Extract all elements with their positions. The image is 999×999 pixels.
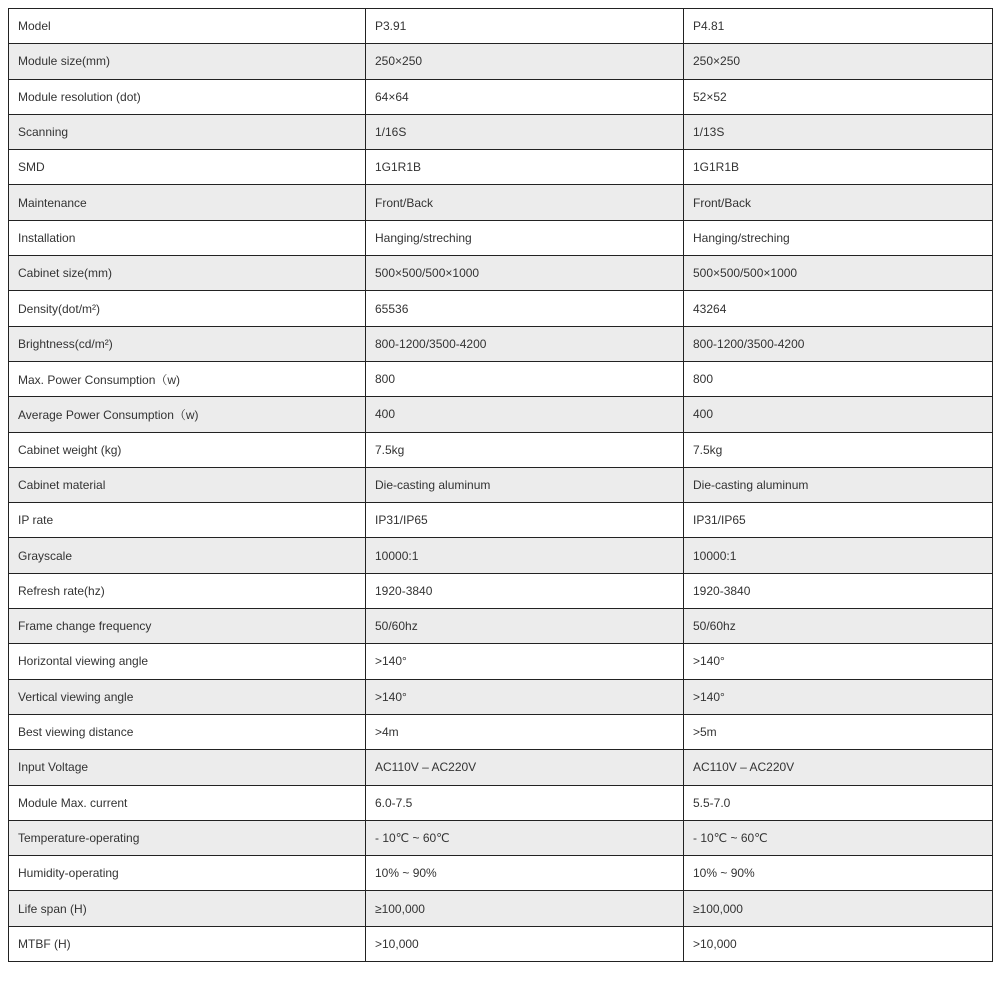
table-row	[9, 573, 993, 608]
table-row	[9, 609, 993, 644]
p481-value-cell: 5.5-7.0	[684, 785, 993, 820]
p391-value-cell: P3.91	[366, 9, 684, 44]
table-row	[9, 926, 993, 961]
table-row	[9, 644, 993, 679]
p391-value-cell: Die-casting aluminum	[366, 467, 684, 502]
p481-value-cell: 10% ~ 90%	[684, 856, 993, 891]
p391-value-cell: AC110V – AC220V	[366, 750, 684, 785]
spec-table-body	[9, 9, 993, 962]
p391-value-cell: >4m	[366, 714, 684, 749]
table-row	[9, 432, 993, 467]
table-row	[9, 467, 993, 502]
table-row	[9, 326, 993, 361]
p481-value-cell: 10000:1	[684, 538, 993, 573]
p481-value-cell: >140°	[684, 679, 993, 714]
table-row	[9, 150, 993, 185]
spec-label-cell: Brightness(cd/m²)	[9, 326, 366, 361]
p391-value-cell: 7.5kg	[366, 432, 684, 467]
p481-value-cell: AC110V – AC220V	[684, 750, 993, 785]
table-row	[9, 291, 993, 326]
spec-label-cell: SMD	[9, 150, 366, 185]
p481-value-cell: 7.5kg	[684, 432, 993, 467]
p481-value-cell: 800	[684, 361, 993, 396]
spec-label-cell: Module size(mm)	[9, 44, 366, 79]
table-row	[9, 220, 993, 255]
p391-value-cell: 10000:1	[366, 538, 684, 573]
spec-label-cell: Life span (H)	[9, 891, 366, 926]
p391-value-cell: 1920-3840	[366, 573, 684, 608]
p391-value-cell: Hanging/streching	[366, 220, 684, 255]
table-row	[9, 750, 993, 785]
p391-value-cell: 10% ~ 90%	[366, 856, 684, 891]
table-row	[9, 538, 993, 573]
p391-value-cell: 400	[366, 397, 684, 432]
p391-value-cell: 65536	[366, 291, 684, 326]
p481-value-cell: 52×52	[684, 79, 993, 114]
spec-table	[8, 8, 993, 962]
p481-value-cell: 500×500/500×1000	[684, 256, 993, 291]
spec-label-cell: Max. Power Consumption（w)	[9, 361, 366, 396]
p481-value-cell: 1920-3840	[684, 573, 993, 608]
p391-value-cell: 6.0-7.5	[366, 785, 684, 820]
spec-label-cell: Density(dot/m²)	[9, 291, 366, 326]
p391-value-cell: 800-1200/3500-4200	[366, 326, 684, 361]
p391-value-cell: Front/Back	[366, 185, 684, 220]
p481-value-cell: - 10℃ ~ 60℃	[684, 820, 993, 855]
spec-label-cell: Cabinet weight (kg)	[9, 432, 366, 467]
p481-value-cell: 250×250	[684, 44, 993, 79]
table-row	[9, 891, 993, 926]
table-row	[9, 397, 993, 432]
spec-label-cell: Model	[9, 9, 366, 44]
p391-value-cell: IP31/IP65	[366, 503, 684, 538]
p481-value-cell: 1G1R1B	[684, 150, 993, 185]
p391-value-cell: 64×64	[366, 79, 684, 114]
spec-label-cell: Cabinet material	[9, 467, 366, 502]
spec-label-cell: Grayscale	[9, 538, 366, 573]
table-row	[9, 9, 993, 44]
table-row	[9, 361, 993, 396]
p481-value-cell: 1/13S	[684, 114, 993, 149]
table-row	[9, 256, 993, 291]
spec-label-cell: Humidity-operating	[9, 856, 366, 891]
spec-label-cell: Horizontal viewing angle	[9, 644, 366, 679]
table-row	[9, 185, 993, 220]
p391-value-cell: 500×500/500×1000	[366, 256, 684, 291]
p391-value-cell: 1G1R1B	[366, 150, 684, 185]
p481-value-cell: >10,000	[684, 926, 993, 961]
p481-value-cell: >5m	[684, 714, 993, 749]
table-row	[9, 114, 993, 149]
spec-label-cell: Vertical viewing angle	[9, 679, 366, 714]
spec-label-cell: Temperature-operating	[9, 820, 366, 855]
p481-value-cell: >140°	[684, 644, 993, 679]
spec-label-cell: Installation	[9, 220, 366, 255]
p481-value-cell: 800-1200/3500-4200	[684, 326, 993, 361]
p481-value-cell: P4.81	[684, 9, 993, 44]
spec-label-cell: Scanning	[9, 114, 366, 149]
p481-value-cell: IP31/IP65	[684, 503, 993, 538]
p391-value-cell: >140°	[366, 644, 684, 679]
p391-value-cell: 250×250	[366, 44, 684, 79]
p481-value-cell: ≥100,000	[684, 891, 993, 926]
table-row	[9, 503, 993, 538]
table-row	[9, 820, 993, 855]
p391-value-cell: - 10℃ ~ 60℃	[366, 820, 684, 855]
p481-value-cell: 50/60hz	[684, 609, 993, 644]
table-row	[9, 785, 993, 820]
p391-value-cell: >140°	[366, 679, 684, 714]
p481-value-cell: Hanging/streching	[684, 220, 993, 255]
p391-value-cell: 1/16S	[366, 114, 684, 149]
spec-label-cell: Cabinet size(mm)	[9, 256, 366, 291]
spec-label-cell: Module resolution (dot)	[9, 79, 366, 114]
spec-label-cell: Frame change frequency	[9, 609, 366, 644]
spec-label-cell: IP rate	[9, 503, 366, 538]
spec-label-cell: Input Voltage	[9, 750, 366, 785]
spec-label-cell: Refresh rate(hz)	[9, 573, 366, 608]
p481-value-cell: 43264	[684, 291, 993, 326]
p481-value-cell: Front/Back	[684, 185, 993, 220]
p391-value-cell: >10,000	[366, 926, 684, 961]
spec-label-cell: Best viewing distance	[9, 714, 366, 749]
table-row	[9, 714, 993, 749]
table-row	[9, 79, 993, 114]
p481-value-cell: Die-casting aluminum	[684, 467, 993, 502]
table-row	[9, 44, 993, 79]
spec-label-cell: Average Power Consumption（w)	[9, 397, 366, 432]
table-row	[9, 679, 993, 714]
p391-value-cell: ≥100,000	[366, 891, 684, 926]
table-row	[9, 856, 993, 891]
spec-label-cell: Maintenance	[9, 185, 366, 220]
p391-value-cell: 800	[366, 361, 684, 396]
p481-value-cell: 400	[684, 397, 993, 432]
p391-value-cell: 50/60hz	[366, 609, 684, 644]
spec-label-cell: Module Max. current	[9, 785, 366, 820]
spec-label-cell: MTBF (H)	[9, 926, 366, 961]
